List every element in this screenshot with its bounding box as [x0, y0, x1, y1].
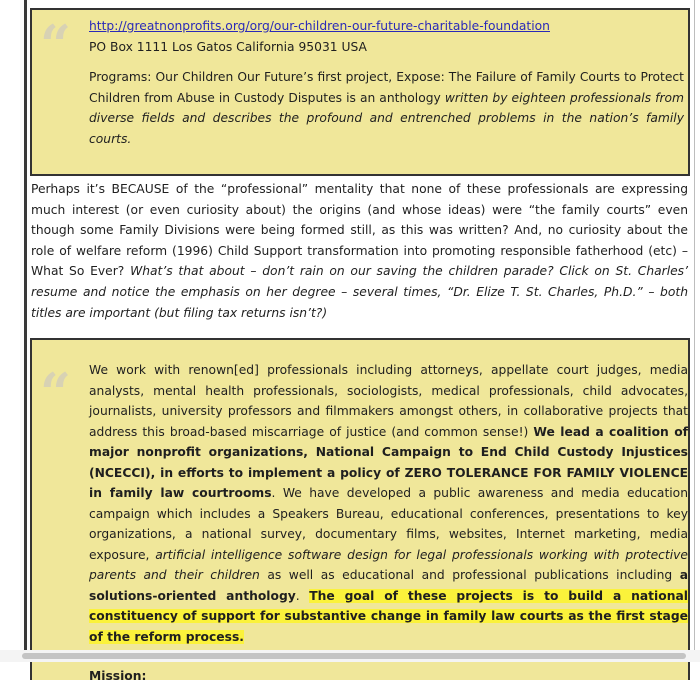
open-quote-icon: “: [40, 13, 72, 77]
commentary-text: Perhaps it’s BECAUSE of the “professional” mentality that none of these professionals are expressing much interest (or even curiosity about) the origins (and whose ideas) were “the family courts” even though some Family Divisions were being formed still, as this was written? And, no curiosity about the role of welfare reform (1996) Child Support transformation into promoting responsible fatherhood (etc) – What So Ever?: [31, 182, 688, 279]
blockquote-1: [30, 8, 690, 176]
blockquote-2-text: [32, 340, 688, 680]
period-text: .: [295, 588, 310, 603]
work-intro-text: We work with renown[ed] professionals including attorneys, appellate court judges, media analysts, mental health professionals, sociologists, medical professionals, child advocates, journalists, university professors and filmmakers amongst others, in collaborative projects that address this broad-based miscarriage of justice (and common sense!): [89, 363, 688, 439]
horizontal-scrollbar[interactable]: [0, 650, 700, 662]
open-quote-icon: “: [40, 361, 72, 426]
blockquote-1-text: [32, 10, 688, 149]
greatnonprofits-link[interactable]: http://greatnonprofits.org/org/our-children-our-future-charitable-foundation: [89, 19, 550, 33]
programs-text: Programs: Our Children Our Future’s first project, Expose: The Failure of Family Courts to Protect Children from Abuse in Custody Disputes is an anthology: [89, 70, 684, 105]
programs-italic: written by eighteen professionals from diverse fields and describes the profound and entrenched problems in the nation’s family courts.: [89, 90, 684, 146]
publications-text: as well as educational and professional publications including: [259, 568, 680, 583]
commentary-italic: What’s that about – don’t rain on our saving the children parade? Click on St. Charles’ resume and notice the emphasis on her degree – several times, “Dr. Elize T. St. Charles, Ph.D.” – both titles are important (but filing tax returns isn’t?): [31, 264, 689, 320]
campaign-text: . We have developed a public awareness and media education campaign which includes a Speakers Bureau, educational conferences, presentations to key organizations, a national survey, documentary films, websites, Internet marketing, media exposure,: [89, 486, 688, 562]
coalition-bold-text: We lead a coalition of major nonprofit organizations, National Campaign to End Child Custody Injustices (NCECCI), in efforts to implement a policy of ZERO TOLERANCE FOR FAMILY VIOLENCE in family law courtrooms: [89, 424, 688, 501]
commentary-paragraph: [30, 179, 690, 323]
left-border-rule: [24, 0, 27, 650]
programs-paragraph: [89, 67, 684, 149]
mission-heading: Mission:: [89, 657, 169, 680]
goal-highlighted-text: The goal of these projects is to build a national constituency of support for substantive change in family law courts as the first stage of the reform process.: [89, 588, 688, 644]
blockquote-2: [30, 338, 690, 680]
ai-software-italic: artificial intelligence software design for legal professionals working with protective parents and their children: [89, 547, 688, 583]
address-line: PO Box 1111 Los Gatos California 95031 USA: [89, 39, 367, 54]
right-border-rule: [694, 0, 695, 650]
post-content: [30, 0, 690, 680]
scrollbar-thumb[interactable]: [22, 653, 686, 659]
anthology-bold-text: a solutions-oriented anthology: [89, 568, 688, 603]
